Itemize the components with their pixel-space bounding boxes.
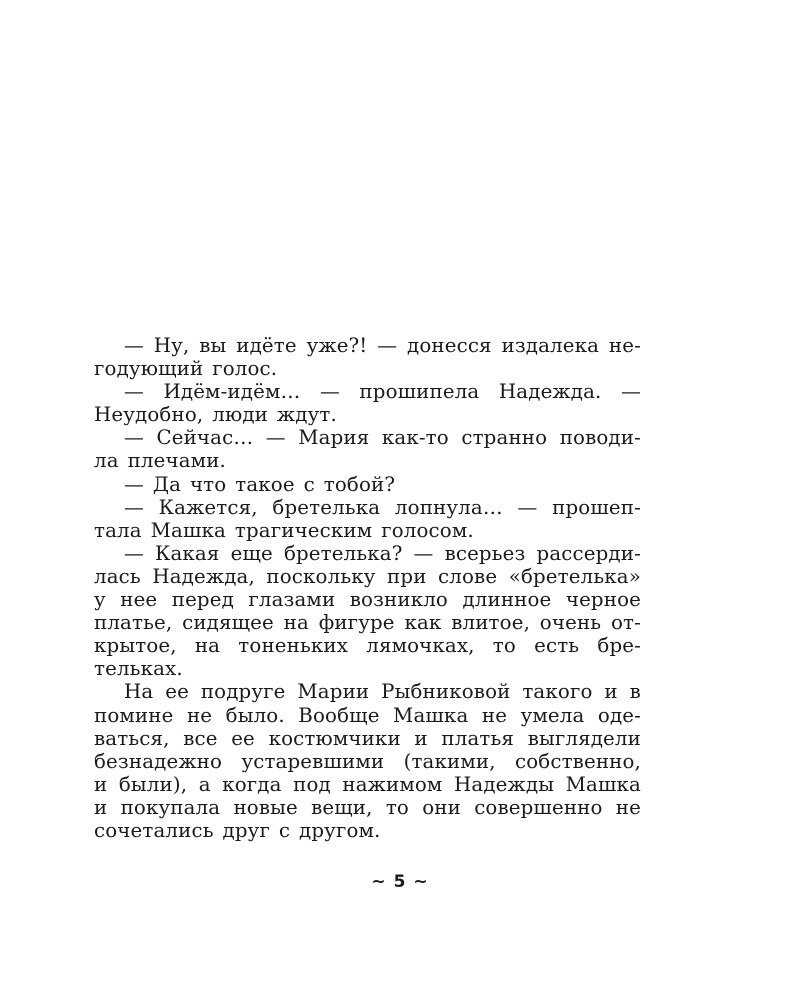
text-line: — Да что такое с тобой? <box>124 472 396 496</box>
text-line: На ее подруге Марии Рыбниковой такого и в <box>124 680 641 704</box>
text-line: ла плечами. <box>94 449 226 473</box>
body-text <box>94 334 641 842</box>
text-line: и покупала новые вещи, то они совершенно не <box>94 795 641 819</box>
text-line: тала Машка трагическим голосом. <box>94 518 474 542</box>
text-line: и были), а когда под нажимом Надежды Машка <box>94 772 641 796</box>
text-line: — Ну, вы идёте уже?! — донесся издалека не- <box>124 334 641 357</box>
text-line: лась Надежда, поскольку при слове «бретелька» <box>94 564 641 588</box>
text-line: платье, сидящее на фигуре как влитое, очень от- <box>94 611 641 635</box>
text-line: помине не было. Вообще Машка не умела оде- <box>94 703 641 727</box>
text-line: — Какая еще бретелька? — всерьез рассерди- <box>124 541 641 565</box>
text-line: у нее перед глазами возникло длинное черное <box>94 588 641 612</box>
text-line: ваться, все ее костюмчики и платья выглядели <box>94 726 641 750</box>
text-line: крытое, на тоненьких лямочках, то есть бре- <box>94 634 641 658</box>
text-line: тельках. <box>94 657 183 681</box>
text-line: — Идём-идём… — прошипела Надежда. — <box>124 380 641 404</box>
text-line: — Кажется, бретелька лопнула… — прошеп- <box>124 495 641 519</box>
text-line: сочетались друг с другом. <box>94 818 381 842</box>
text-line: безнадежно устаревшими (такими, собственно, <box>94 749 641 773</box>
page-number: ~ 5 ~ <box>371 872 429 892</box>
text-line: Неудобно, люди ждут. <box>94 403 337 427</box>
text-line: годующий голос. <box>94 357 278 381</box>
text-line: — Сейчас… — Мария как-то странно поводи- <box>124 426 641 450</box>
